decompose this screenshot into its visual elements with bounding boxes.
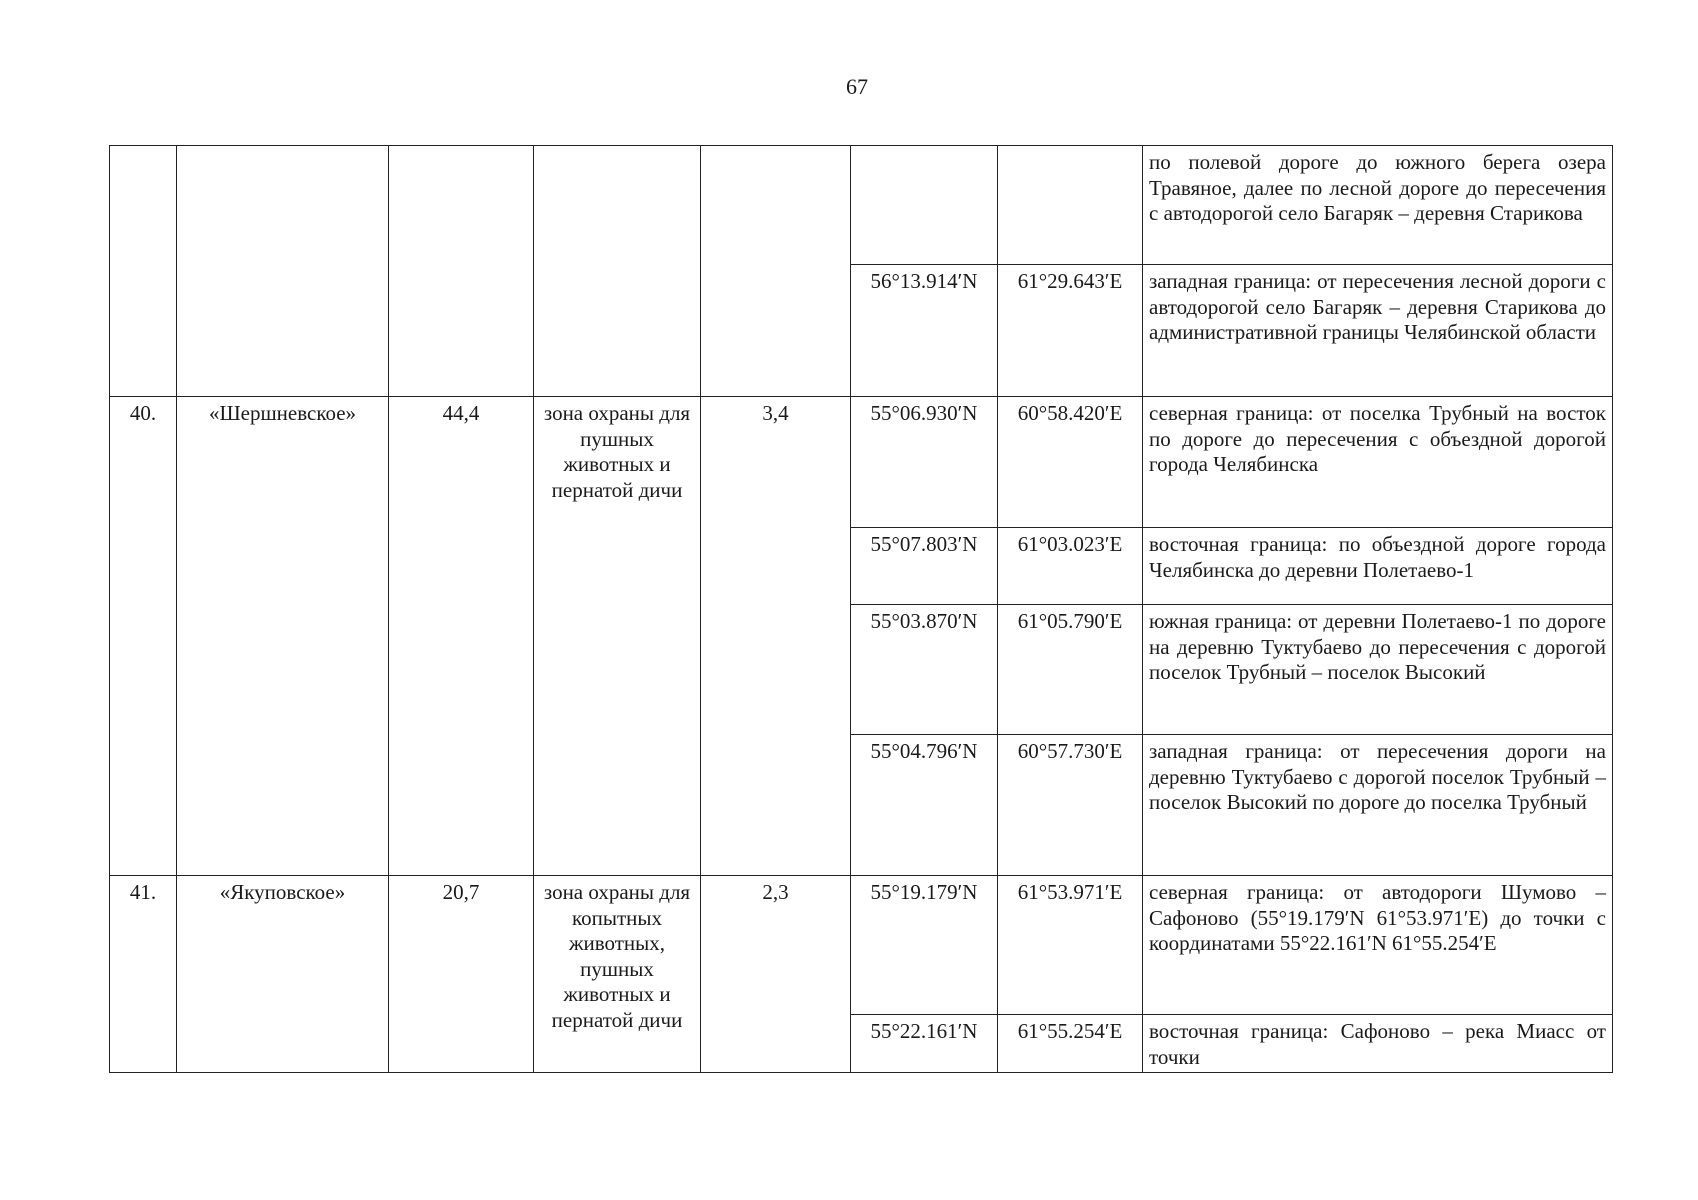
zone-type-cell: зона охраны для копытных животных, пушных животных и пернатой дичи — [534, 876, 701, 1073]
row-number-cell: 40. — [110, 397, 177, 876]
boundary-description-cell: западная граница: от пересечения дороги на деревню Туктубаево с дорогой поселок Трубный – поселок Высокий по дороге до поселка Трубный — [1143, 735, 1613, 876]
page-number: 67 — [846, 74, 868, 99]
boundary-description-cell: западная граница: от пересечения лесной дороги с автодорогой село Багаряк – деревня Старикова до административной границы Челябинской области — [1143, 265, 1613, 397]
longitude-cell: 61°29.643′E — [998, 265, 1143, 397]
zone-type-cell: зона охраны для пушных животных и пернатой дичи — [534, 397, 701, 876]
longitude-cell: 60°57.730′E — [998, 735, 1143, 876]
latitude-cell — [851, 146, 998, 265]
longitude-cell: 61°05.790′E — [998, 605, 1143, 735]
longitude-cell: 61°53.971′E — [998, 876, 1143, 1015]
boundary-description-cell: северная граница: от автодороги Шумово – Сафоново (55°19.179′N 61°53.971′E) до точки с координатами 55°22.161′N 61°55.254′E — [1143, 876, 1613, 1015]
share-cell: 3,4 — [701, 397, 851, 876]
latitude-cell: 56°13.914′N — [851, 265, 998, 397]
row-number-cell — [110, 146, 177, 397]
boundary-description-cell: по полевой дороге до южного берега озера Травяное, далее по лесной дороге до пересечения с автодорогой село Багаряк – деревня Старикова — [1143, 146, 1613, 265]
latitude-cell: 55°22.161′N — [851, 1015, 998, 1073]
latitude-cell: 55°19.179′N — [851, 876, 998, 1015]
zone-type-cell — [534, 146, 701, 397]
latitude-cell: 55°04.796′N — [851, 735, 998, 876]
latitude-cell: 55°06.930′N — [851, 397, 998, 528]
table-row — [110, 146, 1613, 265]
longitude-cell: 61°55.254′E — [998, 1015, 1143, 1073]
longitude-cell — [998, 146, 1143, 265]
boundary-description-cell: восточная граница: Сафоново – река Миасс от точки — [1143, 1015, 1613, 1073]
longitude-cell: 60°58.420′E — [998, 397, 1143, 528]
latitude-cell: 55°07.803′N — [851, 528, 998, 605]
share-cell: 2,3 — [701, 876, 851, 1073]
area-cell: 20,7 — [389, 876, 534, 1073]
longitude-cell: 61°03.023′E — [998, 528, 1143, 605]
area-cell — [389, 146, 534, 397]
name-cell: «Шершневское» — [177, 397, 389, 876]
area-cell: 44,4 — [389, 397, 534, 876]
latitude-cell: 55°03.870′N — [851, 605, 998, 735]
boundary-description-cell: северная граница: от поселка Трубный на восток по дороге до пересечения с объездной дорогой города Челябинска — [1143, 397, 1613, 528]
name-cell — [177, 146, 389, 397]
boundaries-table — [109, 145, 1613, 1073]
boundary-description-cell: южная граница: от деревни Полетаево-1 по дороге на деревню Туктубаево до пересечения с дорогой поселок Трубный – поселок Высокий — [1143, 605, 1613, 735]
row-number-cell: 41. — [110, 876, 177, 1073]
table-row — [110, 876, 1613, 1015]
share-cell — [701, 146, 851, 397]
name-cell: «Якуповское» — [177, 876, 389, 1073]
table-row — [110, 397, 1613, 528]
boundary-description-cell: восточная граница: по объездной дороге города Челябинска до деревни Полетаево-1 — [1143, 528, 1613, 605]
